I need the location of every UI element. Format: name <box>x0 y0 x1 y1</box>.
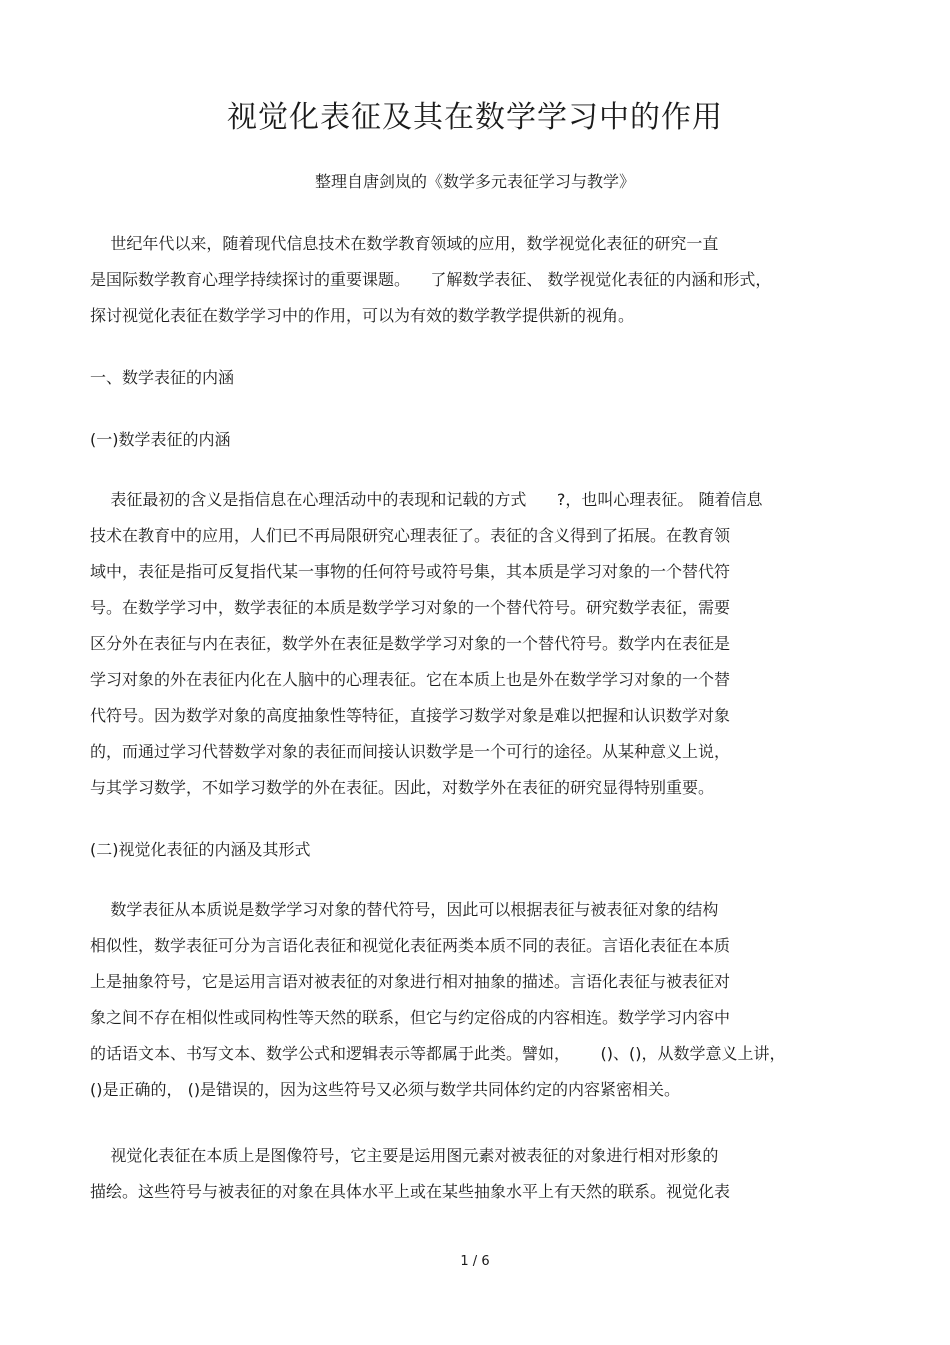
paragraph-line: 视觉化表征在本质上是图像符号，它主要是运用图元素对被表征的对象进行相对形象的 <box>90 1146 719 1165</box>
paragraph-line: 与其学习数学，不如学习数学的外在表征。因此，对数学外在表征的研究显得特别重要。 <box>90 778 715 797</box>
paragraph-line: 的，而通过学习代替数学对象的表征而间接认识数学是一个可行的途径。从某种意义上说， <box>90 742 731 761</box>
paragraph-line: 技术在教育中的应用，人们已不再局限研究心理表征了。表征的含义得到了拓展。在教育领 <box>90 526 731 545</box>
paragraph-line: 表征最初的含义是指信息在心理活动中的表现和记载的方式 ?，也叫心理表征。 随着信息 <box>90 490 763 509</box>
paragraph-line: 区分外在表征与内在表征，数学外在表征是数学学习对象的一个替代符号。数学内在表征是 <box>90 634 731 653</box>
paragraph-line: 上是抽象符号，它是运用言语对被表征的对象进行相对抽象的描述。言语化表征与被表征对 <box>90 972 731 991</box>
section-heading: 一、数学表征的内涵 <box>90 368 235 387</box>
paragraph-line: 数学表征从本质说是数学学习对象的替代符号，因此可以根据表征与被表征对象的结构 <box>90 900 719 919</box>
paragraph-line: 号。在数学学习中，数学表征的本质是数学学习对象的一个替代符号。研究数学表征，需要 <box>90 598 731 617</box>
paragraph-line: 世纪年代以来，随着现代信息技术在数学教育领域的应用，数学视觉化表征的研究一直 <box>90 234 719 253</box>
document-title: 视觉化表征及其在数学学习中的作用 <box>227 100 723 135</box>
paragraph-line: 是国际数学教育心理学持续探讨的重要课题。 了解数学表征、 数学视觉化表征的内涵和形式， <box>90 270 772 289</box>
paragraph-line: 的话语文本、书写文本、数学公式和逻辑表示等都属于此类。譬如， ()、()，从数学意义上讲， <box>90 1044 786 1063</box>
document-subtitle: 整理自唐剑岚的《数学多元表征学习与教学》 <box>314 172 635 191</box>
paragraph-line: 学习对象的外在表征内化在人脑中的心理表征。它在本质上也是外在数学学习对象的一个替 <box>90 670 731 689</box>
paragraph-line: ()是正确的， ()是错误的，因为这些符号又必须与数学共同体约定的内容紧密相关。 <box>90 1080 681 1099</box>
paragraph-line: 探讨视觉化表征在数学学习中的作用，可以为有效的数学教学提供新的视角。 <box>90 306 635 325</box>
paragraph-line: 象之间不存在相似性或同构性等天然的联系，但它与约定俗成的内容相连。数学学习内容中 <box>90 1008 731 1027</box>
paragraph-line: 相似性，数学表征可分为言语化表征和视觉化表征两类本质不同的表征。言语化表征在本质 <box>90 936 731 955</box>
paragraph-line: 描绘。这些符号与被表征的对象在具体水平上或在某些抽象水平上有天然的联系。视觉化表 <box>90 1182 731 1201</box>
subsection-heading: (二)视觉化表征的内涵及其形式 <box>90 840 311 859</box>
page-number: 1 / 6 <box>460 1254 490 1269</box>
subsection-heading: (一)数学表征的内涵 <box>90 430 231 449</box>
paragraph-line: 代符号。因为数学对象的高度抽象性等特征，直接学习数学对象是难以把握和认识数学对象 <box>90 706 731 725</box>
paragraph-line: 域中，表征是指可反复指代某一事物的任何符号或符号集，其本质是学习对象的一个替代符 <box>90 562 731 581</box>
